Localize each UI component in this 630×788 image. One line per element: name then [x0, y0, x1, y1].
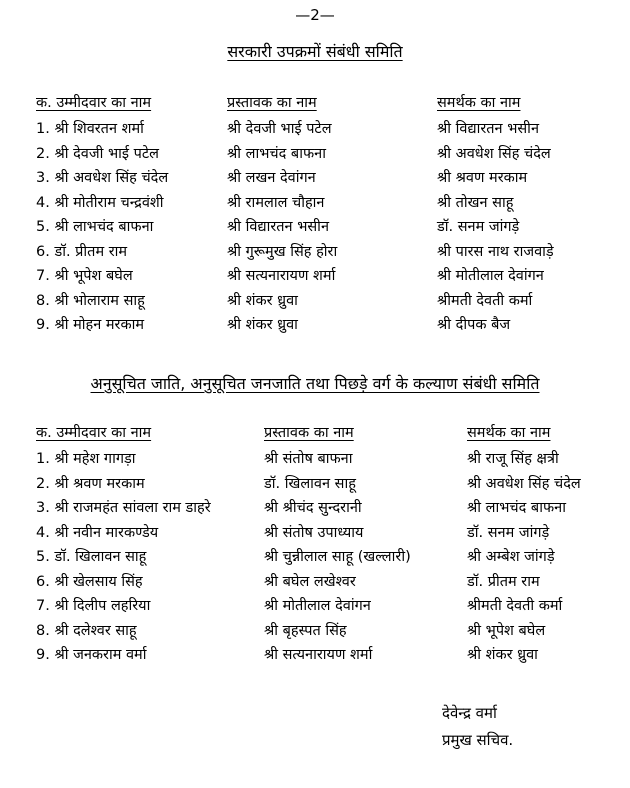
table-row	[0, 216, 630, 241]
seconder-column-header: समर्थक का नाम	[467, 425, 551, 441]
section1-table	[0, 92, 630, 339]
seconder-name: श्रीमती देवती कर्मा	[467, 598, 563, 614]
signatory-designation: प्रमुख सचिव.	[442, 731, 514, 749]
proposer-column-header: प्रस्तावक का नाम	[264, 425, 354, 441]
table-row	[0, 118, 630, 143]
proposer-name: श्री श्रीचंद सुन्दरानी	[264, 500, 362, 516]
proposer-name: डॉ. खिलावन साहू	[264, 475, 356, 492]
seconder-name: डॉ. सनम जांगड़े	[467, 524, 550, 541]
candidate-name: 4. श्री नवीन मारकण्डेय	[36, 524, 159, 541]
proposer-name: श्री संतोष उपाध्याय	[264, 524, 364, 541]
seconder-name: श्री अम्बेश जांगड़े	[467, 549, 555, 565]
candidate-name: 8. श्री भोलाराम साहू	[36, 292, 145, 309]
table-row	[0, 192, 630, 217]
page-number: —2—	[295, 6, 335, 24]
proposer-name: श्री मोतीलाल देवांगन	[264, 598, 371, 614]
candidate-name: 2. श्री देवजी भाई पटेल	[36, 145, 160, 162]
candidate-name: 3. श्री अवधेश सिंह चंदेल	[36, 170, 169, 186]
seconder-name: श्री श्रवण मरकाम	[437, 170, 528, 186]
table-row	[0, 265, 630, 290]
section2-table	[0, 422, 630, 669]
proposer-name: श्री विद्यारतन भसीन	[227, 219, 329, 235]
proposer-name: श्री संतोष बाफना	[264, 451, 353, 467]
section2-title: अनुसूचित जाति, अनुसूचित जनजाति तथा पिछड़े वर्ग के कल्याण संबंधी समिति	[90, 374, 540, 393]
table-row	[0, 314, 630, 339]
seconder-name: डॉ. सनम जांगड़े	[437, 219, 520, 235]
table-row	[0, 546, 630, 571]
signature-block	[442, 700, 513, 754]
seconder-name: श्री लाभचंद बाफना	[467, 500, 566, 516]
section2-header-row	[0, 422, 630, 448]
candidate-name: 5. डॉ. खिलावन साहू	[36, 549, 147, 565]
proposer-name: श्री चुन्नीलाल साहू (खल्लारी)	[264, 549, 411, 565]
seconder-name: श्री तोखन साहू	[437, 194, 514, 211]
candidate-name: 7. श्री दिलीप लहरिया	[36, 598, 151, 614]
table-row	[0, 497, 630, 522]
proposer-name: श्री सत्यनारायण शर्मा	[264, 647, 373, 663]
table-row	[0, 448, 630, 473]
proposer-name: श्री गुरूमुख सिंह होरा	[227, 243, 338, 260]
candidate-name: 5. श्री लाभचंद बाफना	[36, 219, 154, 235]
proposer-name: श्री बघेल लखेश्वर	[264, 573, 356, 590]
proposer-name: श्री लखन देवांगन	[227, 170, 316, 186]
seconder-name: श्री भूपेश बघेल	[467, 622, 546, 639]
candidate-name: 2. श्री श्रवण मरकाम	[36, 475, 145, 492]
proposer-name: श्री शंकर ध्रुवा	[227, 292, 298, 309]
signatory-name: देवेन्द्र वर्मा	[442, 704, 497, 722]
seconder-column-header: समर्थक का नाम	[437, 95, 521, 111]
proposer-name: श्री बृहस्पत सिंह	[264, 622, 347, 639]
table-row	[0, 241, 630, 266]
section1-header-row	[0, 92, 630, 118]
section1-title: सरकारी उपक्रमों संबंधी समिति	[227, 42, 403, 61]
table-row	[0, 473, 630, 498]
seconder-name: श्री पारस नाथ राजवाड़े	[437, 243, 554, 260]
candidate-name: 3. श्री राजमहंत सांवला राम डाहरे	[36, 500, 211, 516]
seconder-name: श्रीमती देवती कर्मा	[437, 292, 533, 309]
table-row	[0, 167, 630, 192]
proposer-name: श्री सत्यनारायण शर्मा	[227, 268, 336, 284]
seconder-name: श्री दीपक बैज	[437, 317, 511, 333]
seconder-name: श्री मोतीलाल देवांगन	[437, 268, 544, 284]
candidate-name: 4. श्री मोतीराम चन्द्रवंशी	[36, 194, 164, 211]
candidate-column-header: क. उम्मीदवार का नाम	[36, 95, 152, 111]
table-row	[0, 644, 630, 669]
candidate-name: 9. श्री मोहन मरकाम	[36, 317, 145, 333]
proposer-name: श्री शंकर ध्रुवा	[227, 317, 298, 333]
candidate-name: 8. श्री दलेश्वर साहू	[36, 622, 137, 639]
table-row	[0, 620, 630, 645]
proposer-name: श्री रामलाल चौहान	[227, 194, 325, 211]
candidate-name: 1. श्री शिवरतन शर्मा	[36, 121, 144, 137]
candidate-name: 9. श्री जनकराम वर्मा	[36, 647, 147, 663]
candidate-column-header: क. उम्मीदवार का नाम	[36, 425, 152, 441]
table-row	[0, 143, 630, 168]
proposer-column-header: प्रस्तावक का नाम	[227, 95, 317, 111]
candidate-name: 6. श्री खेलसाय सिंह	[36, 573, 143, 590]
table-row	[0, 571, 630, 596]
seconder-name: श्री अवधेश सिंह चंदेल	[437, 145, 551, 162]
table-row	[0, 290, 630, 315]
seconder-name: श्री विद्यारतन भसीन	[437, 121, 539, 137]
table-row	[0, 522, 630, 547]
proposer-name: श्री लाभचंद बाफना	[227, 145, 326, 162]
candidate-name: 7. श्री भूपेश बघेल	[36, 268, 133, 284]
seconder-name: डॉ. प्रीतम राम	[467, 573, 540, 590]
candidate-name: 1. श्री महेश गागड़ा	[36, 451, 136, 467]
proposer-name: श्री देवजी भाई पटेल	[227, 121, 332, 137]
seconder-name: श्री राजू सिंह क्षत्री	[467, 451, 559, 467]
table-row	[0, 595, 630, 620]
seconder-name: श्री अवधेश सिंह चंदेल	[467, 475, 581, 492]
candidate-name: 6. डॉ. प्रीतम राम	[36, 243, 128, 260]
seconder-name: श्री शंकर ध्रुवा	[467, 647, 538, 663]
